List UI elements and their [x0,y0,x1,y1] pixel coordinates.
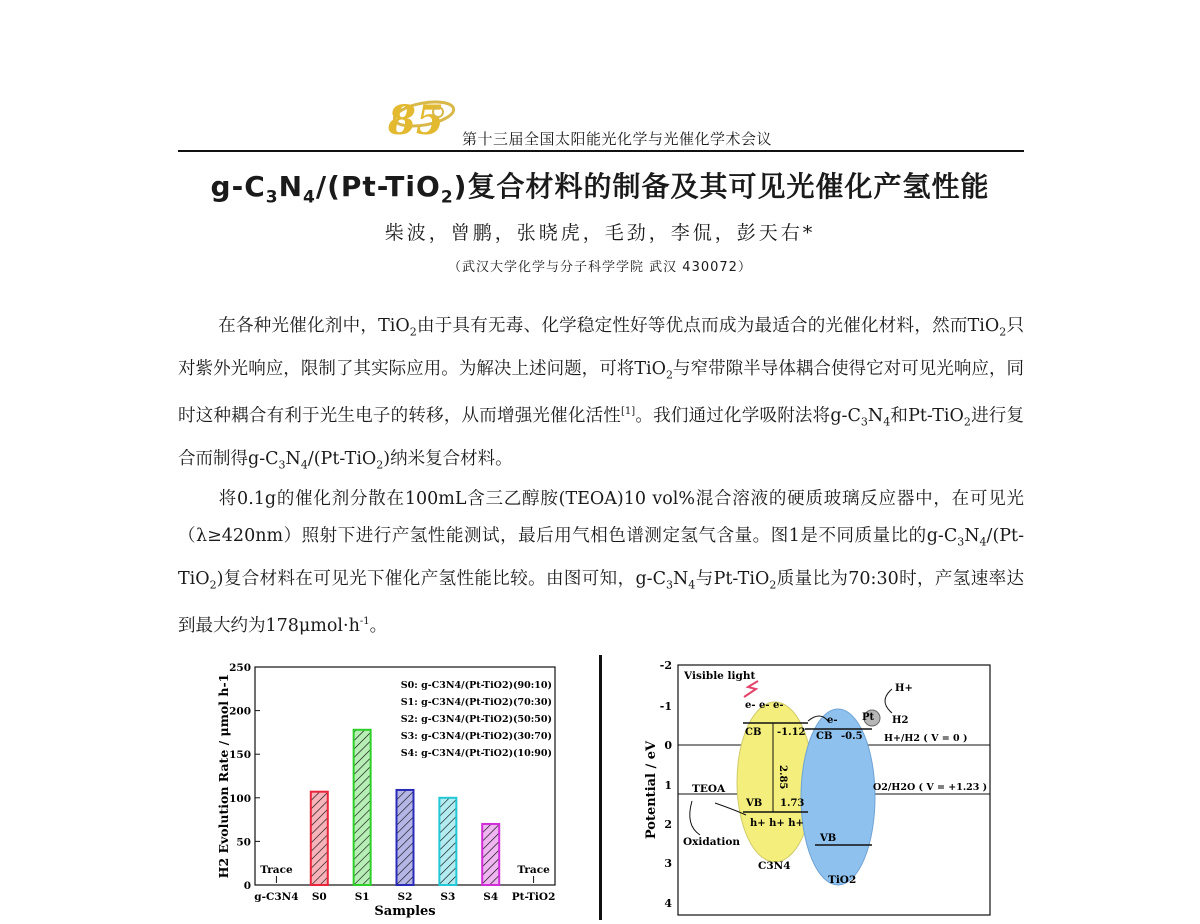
x-tick-label: Pt-TiO2 [511,891,556,903]
figure-divider [599,655,602,920]
y-tick-label: 150 [229,749,251,762]
affiliation: （武汉大学化学与分子科学学院 武汉 430072） [448,260,752,275]
h-level-label: H+/H2 ( V = 0 ) [884,733,968,744]
y-tick-label: 50 [236,836,251,849]
gap-value: 2.85 [777,765,788,790]
author-list: 柴波，曾鹏，张晓虎，毛劲，李侃，彭天右* [384,222,816,244]
cb-right-value: -0.5 [841,731,863,742]
tio2-label: TiO2 [828,874,857,886]
vb-left-label: VB [746,798,763,809]
vb-left-value: 1.73 [780,798,805,809]
tick-3: 3 [664,857,672,870]
tick-1: 1 [664,779,672,792]
paragraph-intro: 在各种光催化剂中，TiO$_2$由于具有无毒、化学稳定性好等优点而成为最适合的光催化材料，然而TiO$_2$只对紫外光响应，限制了其实际应用。为解决上述问题，可将TiO$_2$与窄带隙半导体耦合使得它对可见光响应，同时这种耦合有利于光生电子的转移，从而增强光催化活性[1]。我们通过化学吸附法将$g-C_3N_4$和Pt-TiO$_2$进行复合而制得$g-C_3N_4/(Pt-TiO_2)$纳米复合材料。 [178,316,1025,472]
legend-entry: S3: g-C3N4/(Pt-TiO2)(30:70) [400,731,552,742]
x-tick-label: S0 [311,891,327,903]
oxidation-label: Oxidation [683,836,741,848]
vb-right-label: VB [820,833,837,844]
tick-m2: -2 [659,659,672,672]
tick-m1: -1 [659,700,672,713]
oxidation-arrow [690,801,700,835]
trace-label: Trace [260,864,293,876]
paper-title: $g-C_3N_4/(Pt-TiO_2)$复合材料的制备及其可见光催化产氢性能 [210,170,990,208]
x-tick-label: S2 [397,891,413,903]
bar-chart-figure [210,655,595,920]
trace-label: Trace [517,864,550,876]
x-tick-label: S4 [483,891,499,903]
teoa-label: TEOA [692,783,726,795]
legend-entry: S2: g-C3N4/(Pt-TiO2)(50:50) [400,714,552,725]
c3n4-label: C3N4 [758,860,791,872]
legend-entry: S4: g-C3N4/(Pt-TiO2)(10:90) [400,748,552,759]
light-arrow-icon [744,681,758,697]
x-tick-label: S3 [440,891,456,903]
cb-right-label: CB [816,731,833,742]
pt-label: Pt [862,712,875,723]
logo-text: 85 [388,97,444,140]
y-tick-label: 200 [229,705,251,718]
conference-name: 第十三届全国太阳能光化学与光催化学术会议 [462,130,773,148]
bar-s2 [397,790,414,885]
h2-label: H2 [892,715,909,726]
potential-axis-label: Potential / eV [644,740,659,840]
x-tick-label: g-C3N4 [254,891,299,903]
x-axis-label: Samples [374,904,436,919]
visible-light-label: Visible light [684,670,756,682]
y-tick-label: 100 [229,792,251,805]
o-level-label: O2/H2O ( V = +1.23 ) [873,782,988,793]
y-tick-label: 250 [229,662,251,674]
tio2-ellipse [801,709,875,885]
electron-transfer-label: e- [827,715,838,726]
header-rule [178,150,1024,152]
bar-s4 [482,824,499,885]
h-plus-label: H+ [895,683,913,694]
bar-chart [210,655,595,920]
cb-left-label: CB [745,727,762,738]
bar-s0 [311,792,328,885]
electrons-label: e- e- e- [745,700,784,711]
band-diagram [640,655,995,920]
h-reduction-arrow [885,689,892,713]
cb-left-value: -1.12 [777,727,806,738]
paragraph-method: 将0.1g的催化剂分散在100mL含三乙醇胺(TEOA)10 vol%混合溶液的硬质玻璃反应器中，在可见光（λ≥420nm）照射下进行产氢性能测试，最后用气相色谱测定氢气含量。图1是不同质量比的$g-C_3N_4/(Pt-TiO_2)$复合材料在可见光下催化产氢性能比较。由图可知，$g-C_3N_4$与Pt-TiO$_2$质量比为70:30时，产氢速率达到最大约为$178\mu mol\cdot h^{-1}$。 [178,489,1025,636]
legend-entry: S1: g-C3N4/(Pt-TiO2)(70:30) [400,697,552,708]
tick-4: 4 [664,897,672,910]
legend-entry: S0: g-C3N4/(Pt-TiO2)(90:10) [400,680,552,691]
y-tick-label: 0 [243,880,251,892]
band-diagram-figure [640,655,995,920]
bar-s3 [439,798,456,885]
x-tick-label: S1 [354,891,370,903]
holes-label: h+ h+ h+ [750,818,804,829]
y-axis-label: H2 Evolution Rate / μmol h-1 [216,673,231,879]
tick-2: 2 [664,818,672,831]
tick-0: 0 [664,739,672,752]
conference-logo [380,90,460,140]
bar-s1 [354,730,371,885]
